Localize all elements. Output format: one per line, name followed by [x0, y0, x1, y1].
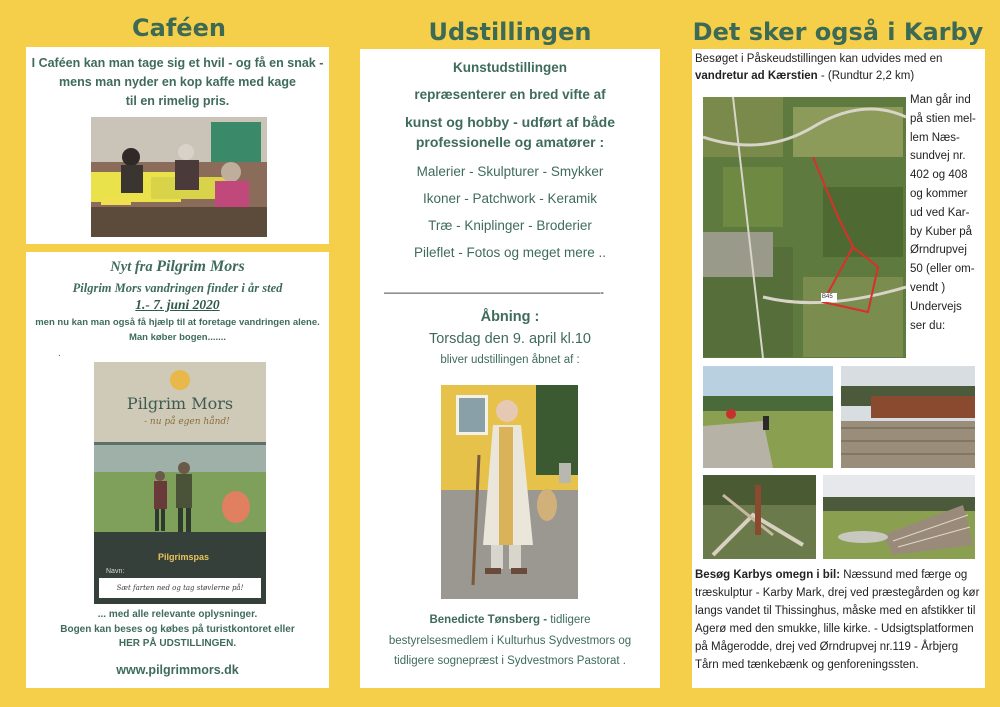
pilgrim-line-3: Man køber bogen.......: [128, 332, 227, 343]
opening-date: Torsdag den 9. april kl.10: [428, 331, 591, 347]
cafe-panel: [26, 47, 329, 244]
karby-side-line: Man går ind: [910, 94, 971, 106]
karby-side-line: og kommer: [910, 187, 968, 200]
person-desc-3: tidligere sognepræst i Sydvestmors Pastorat .: [393, 655, 627, 668]
karby-intro-1: Besøget i Påskeudstillingen kan udvides med en: [695, 53, 943, 65]
karby-side-line: by Kuber på: [910, 225, 973, 238]
opened-by: bliver udstillingen åbnet af :: [440, 354, 580, 366]
pilgrim-line-2: men nu kan man også få hjælp til at foretage vandringen alene.: [35, 317, 320, 328]
pilgrim-dot: .: [58, 348, 61, 359]
karby-photo-wetland: [703, 366, 833, 468]
exhibit-item-1: Malerier - Skulpturer - Smykker: [416, 164, 604, 179]
exhibit-item-3: Træ - Kniplinger - Broderier: [428, 218, 592, 233]
karby-car-bold: Besøg Karbys omegn i bil:: [695, 569, 841, 581]
pilgrim-book-cover: [94, 362, 266, 604]
karby-photo-platform: [841, 366, 975, 468]
karby-map: [703, 97, 906, 358]
cover-subtitle: - nu på egen hånd!: [144, 417, 230, 427]
pilgrim-after-2: Bogen kan beses og købes på turistkontoret eller: [60, 623, 295, 635]
map-road-label: B45: [822, 294, 833, 300]
cafe-text-2: mens man nyder en kop kaffe med kage: [59, 74, 296, 89]
cover-slogan: Sæt farten ned og tag støvlerne på!: [116, 584, 244, 592]
karby-intro-2-bold: vandretur ad Kærstien: [695, 70, 818, 82]
pilgrim-heading-name: Pilgrim Mors: [156, 258, 245, 275]
person-desc-2: bestyrelsesmedlem i Kulturhus Sydvestmors og: [388, 634, 632, 647]
karby-side-line: ud ved Kar-: [910, 206, 970, 219]
exhibit-item-2: Ikoner - Patchwork - Keramik: [422, 191, 598, 206]
karby-side-line: lem Næs-: [910, 131, 960, 144]
cover-title: Pilgrim Mors: [126, 394, 234, 413]
karby-side-line: på stien mel-: [910, 112, 976, 125]
exhibit-title: Udstillingen: [428, 18, 592, 46]
cover-navn: Navn:: [106, 568, 125, 575]
cafe-photo: [91, 117, 267, 237]
exhibit-item-4: Pileflet - Fotos og meget mere ..: [413, 245, 607, 260]
karby-intro-2-rest: - (Rundtur 2,2 km): [817, 70, 915, 82]
karby-photo-sculpture: [703, 475, 816, 559]
karby-side-line: 402 og 408: [910, 169, 968, 182]
pilgrim-date: 1.- 7. juni 2020: [135, 297, 220, 312]
pilgrim-panel: [26, 252, 329, 688]
exhibit-rule: ——————————————————-: [384, 285, 604, 299]
exhibit-line-3: kunst og hobby - udført af både: [405, 114, 615, 130]
person-photo: [441, 385, 578, 599]
karby-panel: [692, 49, 985, 688]
person-name: Benedicte Tønsberg -: [429, 614, 548, 626]
exhibit-line-2: repræsenterer en bred vifte af: [414, 87, 606, 102]
karby-side-line: sundvej nr.: [910, 150, 966, 163]
cafe-text-1: I Caféen kan man tage sig et hvil - og få en snak -: [31, 56, 324, 70]
pilgrim-heading-prefix: Nyt fra: [110, 259, 157, 275]
karby-side-line: Ørndrupvej: [910, 244, 967, 257]
karby-side-line: 50 (eller om-: [910, 263, 975, 276]
cover-pas: Pilgrimspas: [158, 552, 210, 562]
karby-side-line: vendt ): [910, 281, 946, 294]
karby-photo-tower: [823, 475, 975, 559]
pilgrim-after-1: ... med alle relevante oplysninger.: [97, 609, 258, 620]
karby-side-line: ser du:: [910, 319, 946, 332]
pilgrim-after-3: HER PÅ UDSTILLINGEN.: [118, 638, 237, 649]
karby-side-text: [910, 91, 982, 335]
person-desc-1: tidligere: [547, 614, 591, 626]
karby-side-line: Undervejs: [910, 300, 962, 313]
exhibit-panel: [360, 49, 660, 688]
exhibit-line-1: Kunstudstillingen: [453, 60, 567, 75]
cafe-text-3: til en rimelig pris.: [125, 93, 230, 108]
exhibit-line-4: professionelle og amatører :: [415, 134, 605, 150]
cafe-title: Caféen: [132, 14, 226, 42]
karby-car-text: Næssund med færge og træskulptur - Karby Mark, drej ved præstegården og kør langs vandet til Thissinghus, måske med en afstikker til Agerø med den smukke, lille kirke. - Udsigtsplatformen på Mågerodde, drej ved Ørndrupvej nr.119 - Årbjerg Tårn med tænkebænk og genforeningssten.: [695, 569, 980, 671]
opening-label: Åbning :: [480, 309, 540, 325]
pilgrim-url[interactable]: www.pilgrimmors.dk: [116, 663, 239, 677]
pilgrim-line-1: Pilgrim Mors vandringen finder i år sted: [72, 281, 283, 295]
karby-title: Det sker også i Karby: [692, 18, 984, 46]
